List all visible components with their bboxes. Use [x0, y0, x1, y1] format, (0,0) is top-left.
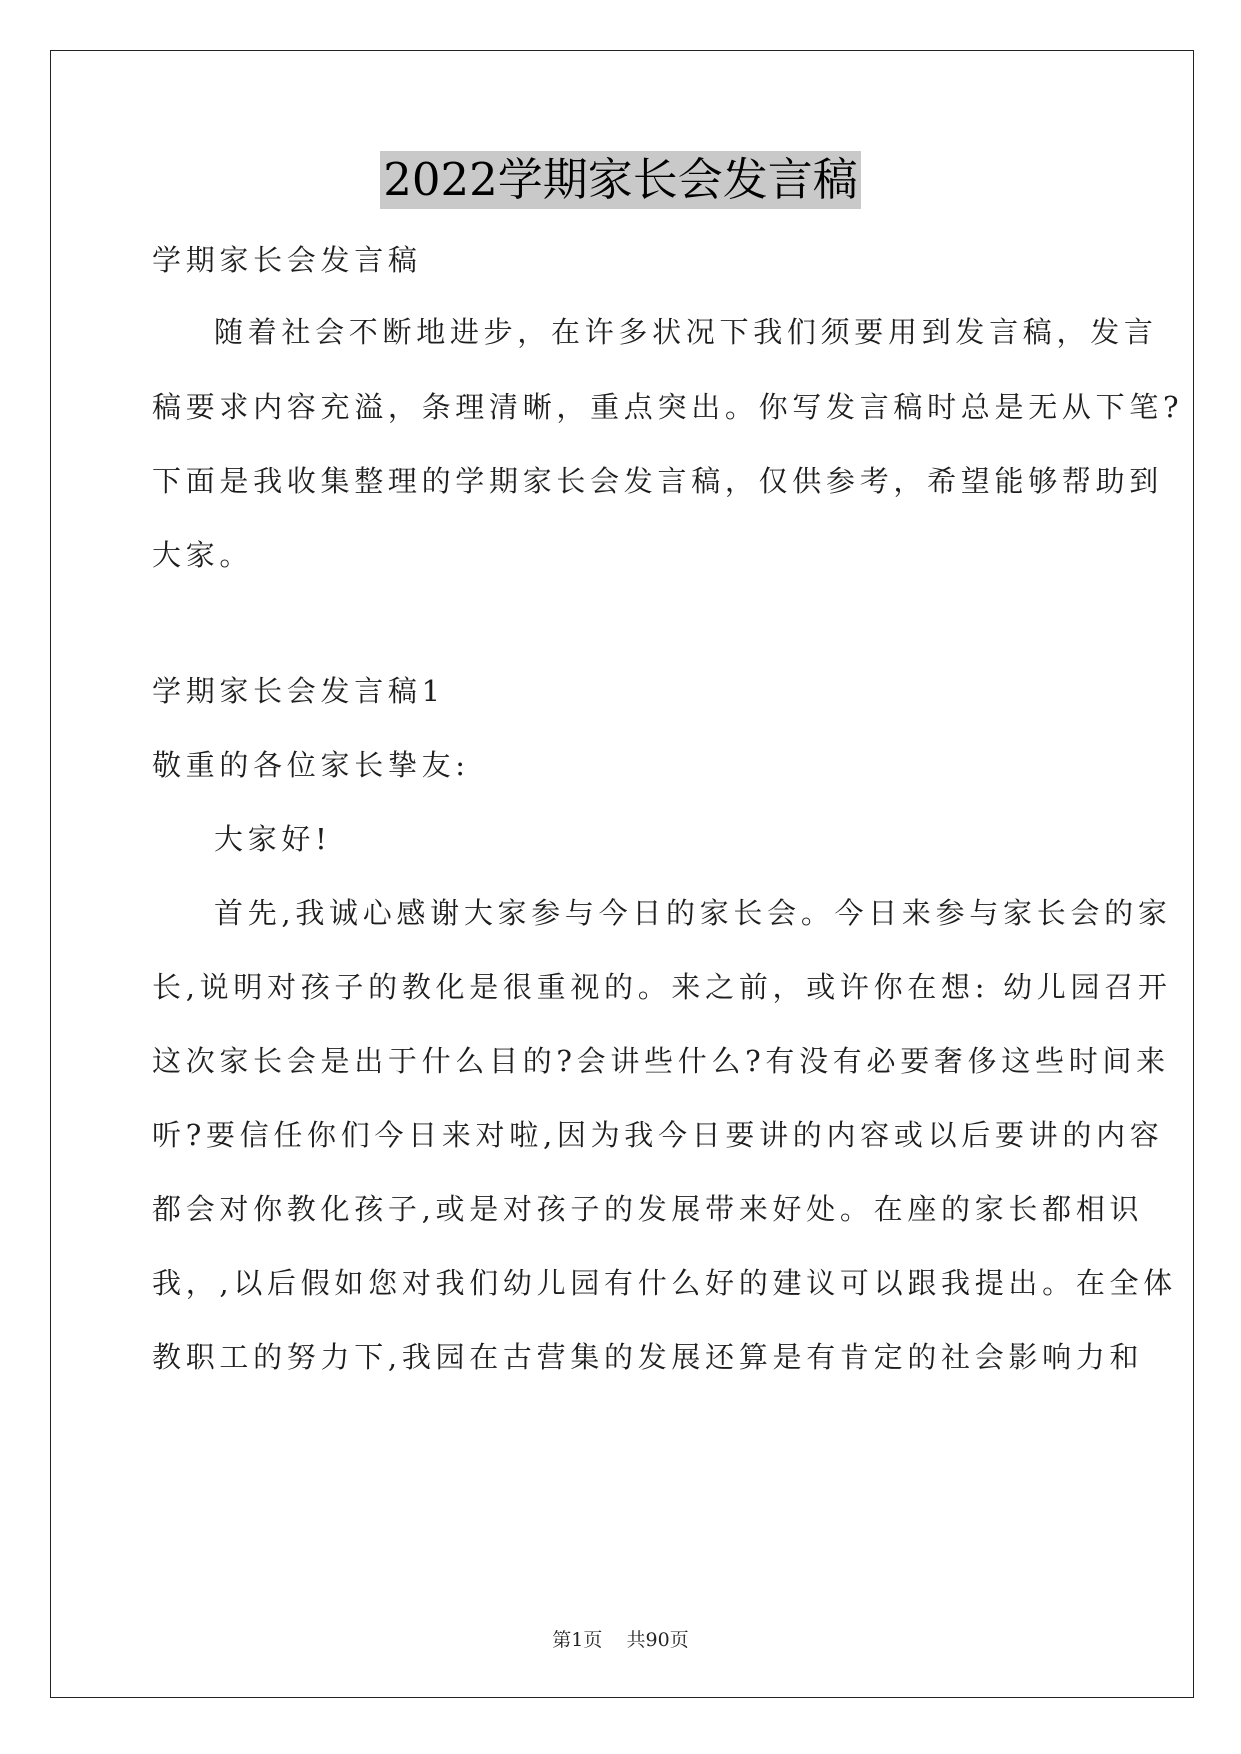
body-line-4: 听?要信任你们今日来对啦,因为我今日要讲的内容或以后要讲的内容 — [152, 1118, 1164, 1152]
page-border — [50, 50, 1194, 1698]
page-footer: 第1页 共90页 — [552, 1629, 689, 1651]
greeting: 大家好! — [214, 822, 332, 856]
body-line-3: 这次家长会是出于什么目的?会讲些什么?有没有必要奢侈这些时间来 — [152, 1044, 1170, 1078]
document-title: 2022学期家长会发言稿 — [380, 151, 861, 209]
body-line-6: 我，,以后假如您对我们幼儿园有什么好的建议可以跟我提出。在全体 — [152, 1266, 1177, 1300]
body-line-1: 首先,我诚心感谢大家参与今日的家长会。今日来参与家长会的家 — [214, 896, 1172, 930]
title-container — [0, 151, 1241, 209]
intro-line-2: 稿要求内容充溢，条理清晰，重点突出。你写发言稿时总是无从下笔? — [152, 390, 1184, 424]
body-line-5: 都会对你教化孩子,或是对孩子的发展带来好处。在座的家长都相识 — [152, 1192, 1144, 1226]
intro-line-1: 随着社会不断地进步，在许多状况下我们须要用到发言稿，发言 — [214, 315, 1158, 349]
section-heading: 学期家长会发言稿1 — [152, 674, 445, 708]
body-line-7: 教职工的努力下,我园在古营集的发展还算是有肯定的社会影响力和 — [152, 1340, 1144, 1374]
salutation: 敬重的各位家长挚友: — [152, 748, 470, 782]
subtitle: 学期家长会发言稿 — [152, 243, 422, 277]
intro-line-4: 大家。 — [152, 538, 254, 572]
body-line-2: 长,说明对孩子的教化是很重视的。来之前，或许你在想: 幼儿园召开 — [152, 970, 1172, 1004]
intro-line-3: 下面是我收集整理的学期家长会发言稿，仅供参考，希望能够帮助到 — [152, 464, 1164, 498]
